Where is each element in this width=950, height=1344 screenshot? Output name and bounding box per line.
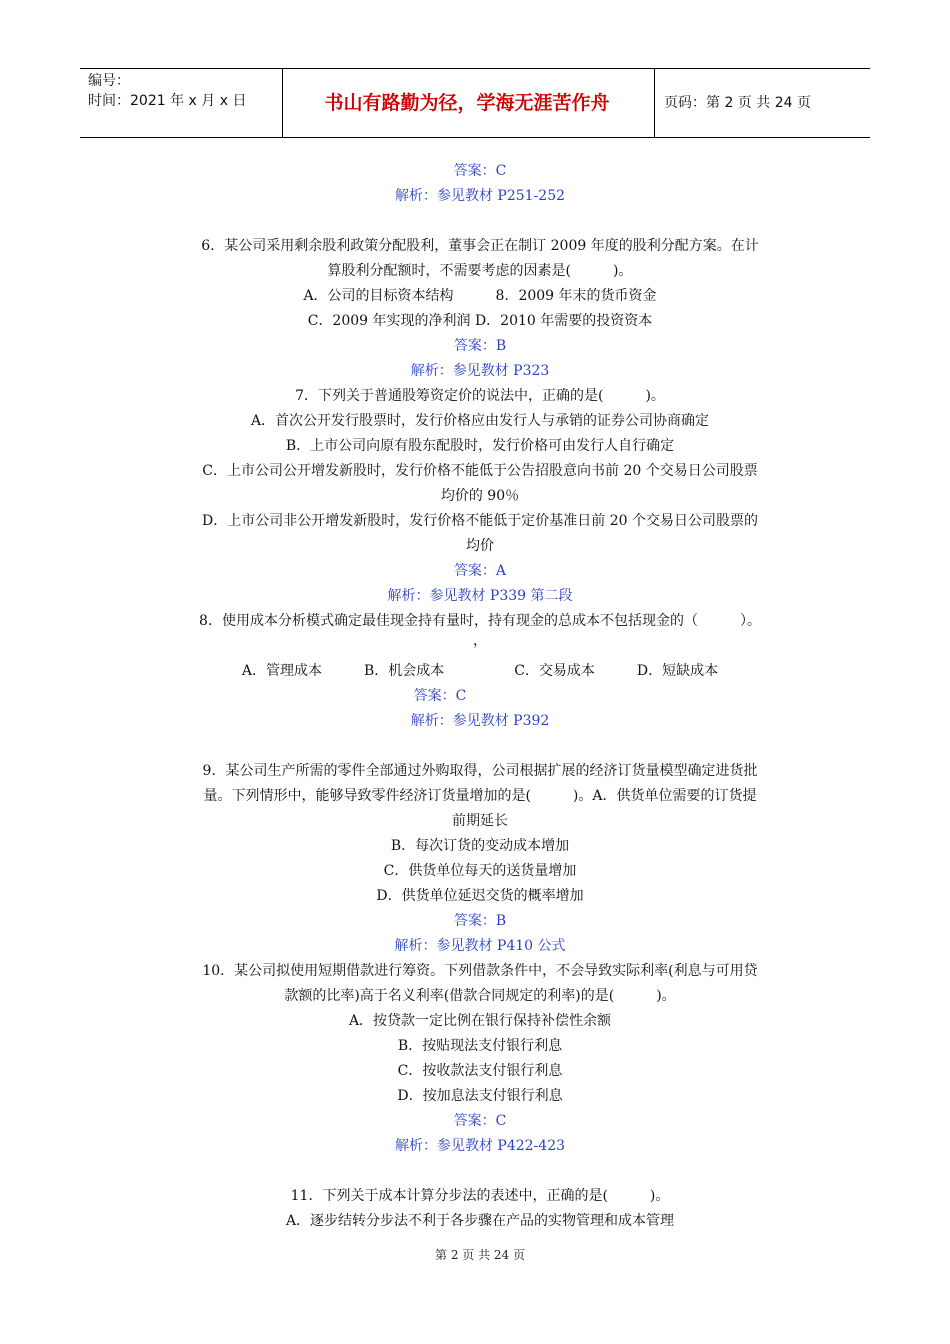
explanation-line: 解析：参见教材 P410 公式 — [394, 938, 566, 954]
question-10-text: 款额的比率)高于名义利率(借款合同规定的利率)的是( )。 — [284, 988, 676, 1004]
question-7-option-a: A．首次公开发行股票时，发行价格应由发行人与承销的证券公司协商确定 — [250, 413, 710, 429]
header-page-number: 页码：第 2 页 共 24 页 — [664, 95, 811, 111]
explanation-line: 解析：参见教材 P339 第二段 — [387, 588, 573, 604]
page-header — [80, 68, 870, 138]
question-6-text: 算股利分配额时，不需要考虑的因素是( )。 — [327, 263, 633, 279]
question-9-text: 9．某公司生产所需的零件全部通过外购取得，公司根据扩展的经济订货量模型确定进货批 — [202, 763, 758, 779]
answer-line: 答案：C — [413, 688, 467, 704]
question-8-options: A．管理成本 B．机会成本 C．交易成本 D．短缺成本 — [241, 663, 719, 679]
answer-line: 答案：A — [453, 563, 507, 579]
answer-line: 答案：B — [453, 338, 507, 354]
explanation-line: 解析：参见教材 P392 — [410, 713, 550, 729]
explanation-line: 解析：参见教材 P422-423 — [394, 1138, 566, 1154]
question-7-option-c: C．上市公司公开增发新股时，发行价格不能低于公告招股意向书前 20 个交易日公司股票 — [202, 463, 758, 479]
answer-line: 答案：C — [453, 1113, 507, 1129]
stray-mark: ， — [473, 633, 487, 649]
explanation-line: 解析：参见教材 P251-252 — [394, 188, 566, 204]
question-9-text: 量。下列情形中，能够导致零件经济订货量增加的是( )。A．供货单位需要的订货提 — [203, 788, 757, 804]
question-7-option-c: 均价的 90％ — [440, 488, 520, 504]
question-7-option-d: D．上市公司非公开增发新股时，发行价格不能低于定价基准日前 20 个交易日公司股票的 — [202, 513, 758, 529]
header-meta — [88, 71, 246, 111]
question-7-option-d: 均价 — [466, 538, 494, 554]
question-10-option-c: C．按收款法支付银行利息 — [397, 1063, 563, 1079]
question-9-text: 前期延长 — [452, 813, 508, 829]
answer-line: 答案：C — [453, 163, 507, 179]
question-11-option-a: A．逐步结转分步法不利于各步骤在产品的实物管理和成本管理 — [285, 1213, 675, 1229]
explanation-line: 解析：参见教材 P323 — [410, 363, 550, 379]
question-6-options: A．公司的目标资本结构 8．2009 年末的货币资金 — [303, 288, 657, 304]
question-6-text: 6．某公司采用剩余股利政策分配股利，董事会正在制订 2009 年度的股利分配方案。在计 — [201, 238, 759, 254]
question-7-text: 7．下列关于普通股筹资定价的说法中，正确的是( )。 — [295, 388, 665, 404]
header-date: 时间：2021 年 x 月 x 日 — [88, 93, 247, 109]
question-8-text: 8．使用成本分析模式确定最佳现金持有量时，持有现金的总成本不包括现金的（ ）。 — [199, 613, 761, 629]
question-10-option-d: D．按加息法支付银行利息 — [397, 1088, 563, 1104]
question-6-options: C．2009 年实现的净利润 D．2010 年需要的投资资本 — [307, 313, 653, 329]
question-10-text: 10．某公司拟使用短期借款进行筹资。下列借款条件中，不会导致实际利率(利息与可用贷 — [202, 963, 758, 979]
question-11-text: 11．下列关于成本计算分步法的表述中，正确的是( )。 — [290, 1188, 670, 1204]
page-footer: 第 2 页 共 24 页 — [435, 1248, 525, 1262]
question-9-option-c: C．供货单位每天的送货量增加 — [383, 863, 577, 879]
header-number: 编号： — [88, 73, 130, 89]
question-9-option-b: B．每次订货的变动成本增加 — [390, 838, 570, 854]
question-10-option-b: B．按贴现法支付银行利息 — [397, 1038, 563, 1054]
answer-line: 答案：B — [453, 913, 507, 929]
question-10-option-a: A．按贷款一定比例在银行保持补偿性余额 — [348, 1013, 612, 1029]
question-7-option-b: B．上市公司向原有股东配股时，发行价格可由发行人自行确定 — [285, 438, 675, 454]
header-motto: 书山有路勤为径，学海无涯苦作舟 — [324, 92, 610, 114]
header-divider — [654, 69, 655, 137]
question-9-option-d: D．供货单位延迟交货的概率增加 — [376, 888, 584, 904]
